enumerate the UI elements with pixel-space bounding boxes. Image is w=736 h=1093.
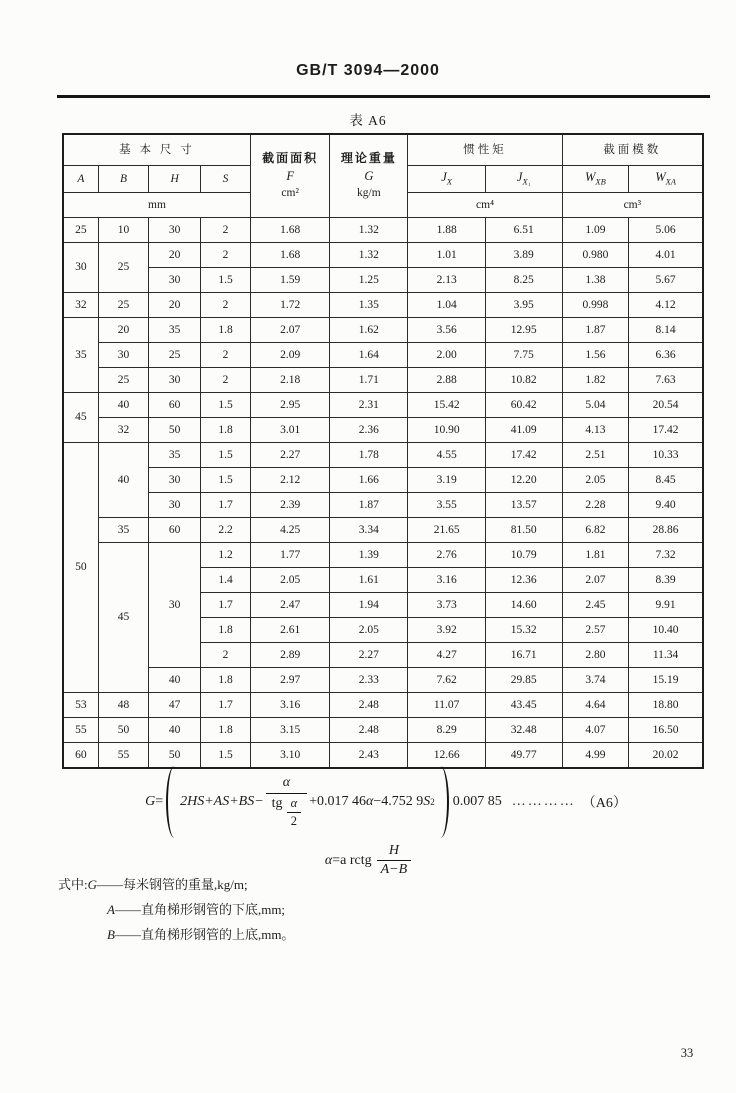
table-cell: 3.55 [408, 493, 485, 518]
table-cell: 8.25 [485, 268, 562, 293]
table-cell: 1.68 [250, 218, 329, 243]
table-cell: 10.79 [485, 543, 562, 568]
table-cell: 1.5 [201, 443, 251, 468]
table-cell: 2.05 [250, 568, 329, 593]
table-cell: 10.82 [485, 368, 562, 393]
table-cell: 4.13 [562, 418, 629, 443]
table-cell: 60 [149, 518, 201, 543]
table-cell: 7.63 [629, 368, 703, 393]
formula-term2a: +0.017 46 [309, 794, 367, 809]
table-cell: 1.82 [562, 368, 629, 393]
table-cell: 18.80 [629, 693, 703, 718]
table-cell: 25 [63, 218, 98, 243]
table-cell: 1.4 [201, 568, 251, 593]
header-basic-dimensions: 基 本 尺 寸 [63, 134, 250, 166]
legend-symbol: G [87, 877, 98, 892]
table-cell: 3.10 [250, 743, 329, 769]
table-cell: 55 [63, 718, 98, 743]
table-cell: 1.32 [330, 218, 408, 243]
table-cell: 1.01 [408, 243, 485, 268]
formula-expression [180, 775, 435, 829]
table-cell: 1.71 [330, 368, 408, 393]
table-row [63, 518, 703, 543]
table-cell: 2.97 [250, 668, 329, 693]
table-cell: 25 [98, 243, 149, 293]
table-cell: 15.19 [629, 668, 703, 693]
table-cell: 2.47 [250, 593, 329, 618]
table-cell: 43.45 [485, 693, 562, 718]
table-cell: 2.36 [330, 418, 408, 443]
table-cell: 3.56 [408, 318, 485, 343]
table-cell: 2.88 [408, 368, 485, 393]
table-cell: 5.04 [562, 393, 629, 418]
table-cell: 4.01 [629, 243, 703, 268]
table-cell: 2 [201, 243, 251, 268]
table-row [63, 418, 703, 443]
table-cell: 2.33 [330, 668, 408, 693]
table-cell: 3.34 [330, 518, 408, 543]
table-cell: 12.36 [485, 568, 562, 593]
table-cell: 1.72 [250, 293, 329, 318]
table-cell: 21.65 [408, 518, 485, 543]
table-cell: 1.81 [562, 543, 629, 568]
header-moment-of-inertia: 惯性矩 [408, 134, 562, 166]
table-cell: 2 [201, 293, 251, 318]
table-cell: 55 [98, 743, 149, 769]
formula-term2b: α [366, 794, 374, 809]
header-theoretical-weight [330, 134, 408, 218]
table-cell: 4.99 [562, 743, 629, 769]
table-cell: 1.88 [408, 218, 485, 243]
table-cell: 1.8 [201, 618, 251, 643]
alpha-equals: = [332, 852, 341, 868]
table-cell: 30 [149, 468, 201, 493]
legend-symbol: A [107, 902, 115, 917]
table-cell: 1.32 [330, 243, 408, 268]
table-cell: 12.95 [485, 318, 562, 343]
equals-sign: = [155, 794, 164, 809]
header-rule [57, 95, 710, 98]
table-cell: 3.74 [562, 668, 629, 693]
alpha-numerator: H [388, 843, 399, 858]
table-cell: 30 [63, 243, 98, 293]
formula-exponent: 2 [430, 797, 435, 807]
table-cell: 48 [98, 693, 149, 718]
table-cell: 25 [149, 343, 201, 368]
legend-prefix: 式中: [58, 877, 88, 892]
table-cell: 10.40 [629, 618, 703, 643]
weight-formula [0, 766, 736, 838]
table-cell: 3.16 [408, 568, 485, 593]
legend-line-A [58, 897, 294, 922]
right-bracket [439, 766, 449, 838]
table-cell: 35 [63, 318, 98, 393]
table-row [63, 393, 703, 418]
formula-term1: 2HS+AS+BS− [180, 794, 264, 809]
table-row [63, 743, 703, 769]
table-cell: 29.85 [485, 668, 562, 693]
table-row [63, 468, 703, 493]
table-cell: 2.39 [250, 493, 329, 518]
table-cell: 2.48 [330, 693, 408, 718]
fraction-numerator: α [282, 775, 291, 790]
table-cell: 11.34 [629, 643, 703, 668]
table-row [63, 218, 703, 243]
table-cell: 4.25 [250, 518, 329, 543]
alpha-denominator: A−B [377, 860, 412, 878]
table-cell: 2.95 [250, 393, 329, 418]
table-cell: 1.5 [201, 268, 251, 293]
table-cell: 1.5 [201, 468, 251, 493]
table-cell: 30 [149, 543, 201, 668]
table-cell: 16.50 [629, 718, 703, 743]
table-cell: 1.8 [201, 318, 251, 343]
legend-dash: —— [114, 902, 141, 917]
legend-line-B [58, 922, 294, 947]
col-Wxb: $W_{XB}$ [562, 166, 629, 193]
table-cell: 20.02 [629, 743, 703, 769]
table-row [63, 693, 703, 718]
table-cell: 8.14 [629, 318, 703, 343]
table-cell: 1.8 [201, 718, 251, 743]
table-cell: 2.43 [330, 743, 408, 769]
table-row [63, 293, 703, 318]
legend-line-G [58, 872, 294, 897]
table-cell: 1.87 [330, 493, 408, 518]
table-cell: 15.42 [408, 393, 485, 418]
table-cell: 1.2 [201, 543, 251, 568]
table-cell: 2.27 [330, 643, 408, 668]
table-cell: 1.59 [250, 268, 329, 293]
table-cell: 1.78 [330, 443, 408, 468]
table-cell: 30 [149, 268, 201, 293]
table-cell: 1.68 [250, 243, 329, 268]
table-row [63, 718, 703, 743]
table-cell: 2 [201, 643, 251, 668]
table-cell: 0.980 [562, 243, 629, 268]
table-cell: 25 [98, 368, 149, 393]
table-cell: 45 [63, 393, 98, 443]
doc-number: GB/T 3094—2000 [296, 62, 440, 79]
table-row [63, 343, 703, 368]
table-cell: 4.07 [562, 718, 629, 743]
table-cell: 3.95 [485, 293, 562, 318]
table-cell: 10.90 [408, 418, 485, 443]
area-unit: cm² [281, 186, 299, 199]
table-cell: 60 [149, 393, 201, 418]
table-cell: 8.45 [629, 468, 703, 493]
table-cell: 1.94 [330, 593, 408, 618]
table-cell: 30 [98, 343, 149, 368]
table-cell: 17.42 [629, 418, 703, 443]
table-cell: 2.07 [562, 568, 629, 593]
table-cell: 1.04 [408, 293, 485, 318]
tg-function: tg [271, 796, 283, 811]
weight-symbol: G [364, 168, 374, 183]
table-cell: 1.61 [330, 568, 408, 593]
table-cell: 3.19 [408, 468, 485, 493]
equation-number: （A6） [581, 796, 627, 811]
table-cell: 9.40 [629, 493, 703, 518]
table-cell: 2.31 [330, 393, 408, 418]
alpha-symbol: α [324, 852, 333, 868]
table-cell: 32 [63, 293, 98, 318]
table-cell: 5.67 [629, 268, 703, 293]
table-cell: 1.8 [201, 668, 251, 693]
nested-fraction [287, 796, 302, 829]
table-cell: 50 [149, 418, 201, 443]
table-cell: 47 [149, 693, 201, 718]
table-cell: 60 [63, 743, 98, 769]
nested-denominator: 2 [287, 812, 302, 829]
table-cell: 8.29 [408, 718, 485, 743]
alpha-fraction [377, 843, 412, 878]
table-cell: 40 [149, 718, 201, 743]
weight-unit: kg/m [357, 186, 381, 199]
table-cell: 4.64 [562, 693, 629, 718]
col-B: B [98, 166, 149, 193]
table-cell: 41.09 [485, 418, 562, 443]
table-cell: 12.66 [408, 743, 485, 769]
table-cell: 1.25 [330, 268, 408, 293]
table-cell: 2.61 [250, 618, 329, 643]
dimension-table [62, 133, 704, 769]
col-A: A [63, 166, 98, 193]
table-cell: 35 [149, 318, 201, 343]
formula-term2d: S [423, 794, 431, 809]
unit-cm4: cm⁴ [408, 193, 562, 218]
table-cell: 2.27 [250, 443, 329, 468]
table-cell: 9.91 [629, 593, 703, 618]
table-cell: 4.55 [408, 443, 485, 468]
table-cell: 2 [201, 368, 251, 393]
table-cell: 50 [149, 743, 201, 769]
table-cell: 40 [149, 668, 201, 693]
table-cell: 1.8 [201, 418, 251, 443]
formula-fraction [266, 775, 307, 829]
table-cell: 2.48 [330, 718, 408, 743]
table-cell: 2.51 [562, 443, 629, 468]
table-cell: 7.32 [629, 543, 703, 568]
table-cell: 2.00 [408, 343, 485, 368]
table-cell: 2.18 [250, 368, 329, 393]
page-number: 33 [680, 1046, 694, 1060]
legend-text: 直角梯形钢管的上底,mm。 [140, 927, 295, 942]
table-cell: 7.62 [408, 668, 485, 693]
legend-text: 每米钢管的重量,kg/m; [123, 877, 248, 892]
table-cell: 1.5 [201, 393, 251, 418]
area-symbol: F [286, 168, 294, 183]
table-row [63, 493, 703, 518]
area-label: 截面面积 [262, 151, 319, 166]
col-Jx1: $J_{X_1}$ [485, 166, 562, 193]
table-cell: 2 [201, 343, 251, 368]
table-cell: 2.80 [562, 643, 629, 668]
nested-numerator: α [290, 796, 298, 810]
table-cell: 30 [149, 368, 201, 393]
table-row [63, 443, 703, 468]
table-cell: 2.45 [562, 593, 629, 618]
table-cell: 1.66 [330, 468, 408, 493]
table-cell: 81.50 [485, 518, 562, 543]
table-cell: 2.2 [201, 518, 251, 543]
legend-dash: —— [114, 927, 141, 942]
table-cell: 2.89 [250, 643, 329, 668]
table-cell: 1.87 [562, 318, 629, 343]
table-cell: 3.16 [250, 693, 329, 718]
table-cell: 35 [98, 518, 149, 543]
table-cell: 40 [98, 393, 149, 418]
table-cell: 1.39 [330, 543, 408, 568]
col-Wxa: $W_{XA}$ [629, 166, 703, 193]
table-cell: 2.07 [250, 318, 329, 343]
table-row [63, 543, 703, 568]
table-cell: 3.01 [250, 418, 329, 443]
table-cell: 4.27 [408, 643, 485, 668]
table-cell: 3.89 [485, 243, 562, 268]
legend-dash: —— [97, 877, 124, 892]
table-cell: 20 [149, 243, 201, 268]
dot-leader: ………… [511, 794, 576, 809]
formula-lhs: G [145, 794, 156, 809]
table-cell: 30 [149, 493, 201, 518]
table-cell: 17.42 [485, 443, 562, 468]
table-cell: 6.51 [485, 218, 562, 243]
formula-term2c: −4.752 9 [373, 794, 424, 809]
left-bracket [166, 766, 176, 838]
col-S: S [201, 166, 251, 193]
table-cell: 30 [149, 218, 201, 243]
table-cell: 50 [98, 718, 149, 743]
formula-factor: 0.007 85 [452, 794, 502, 809]
table-cell: 1.38 [562, 268, 629, 293]
table-cell: 3.92 [408, 618, 485, 643]
table-cell: 15.32 [485, 618, 562, 643]
table-cell: 10 [98, 218, 149, 243]
table-cell: 2.28 [562, 493, 629, 518]
table-row [63, 368, 703, 393]
table-row [63, 243, 703, 268]
table-cell: 14.60 [485, 593, 562, 618]
header-section-area [250, 134, 329, 218]
table-cell: 2.13 [408, 268, 485, 293]
table-cell: 6.36 [629, 343, 703, 368]
table-cell: 1.62 [330, 318, 408, 343]
table-cell: 1.64 [330, 343, 408, 368]
table-cell: 3.15 [250, 718, 329, 743]
table-cell: 20 [98, 318, 149, 343]
table-cell: 50 [63, 443, 98, 693]
col-H: H [149, 166, 201, 193]
symbol-legend [58, 872, 294, 947]
table-row [63, 318, 703, 343]
table-row [63, 268, 703, 293]
arctg-function: a rctg [340, 852, 372, 868]
table-cell: 2.05 [562, 468, 629, 493]
table-body [63, 218, 703, 769]
table-cell: 2.09 [250, 343, 329, 368]
table-cell: 6.82 [562, 518, 629, 543]
table-cell: 49.77 [485, 743, 562, 769]
table-cell: 53 [63, 693, 98, 718]
table-cell: 0.998 [562, 293, 629, 318]
table-title: 表 A6 [349, 113, 387, 128]
table-cell: 10.33 [629, 443, 703, 468]
col-Jx: $J_X$ [408, 166, 485, 193]
unit-cm3: cm³ [562, 193, 703, 218]
table-cell: 28.86 [629, 518, 703, 543]
table-cell: 32.48 [485, 718, 562, 743]
table-cell: 40 [98, 443, 149, 518]
table-cell: 60.42 [485, 393, 562, 418]
table-cell: 20 [149, 293, 201, 318]
table-cell: 1.77 [250, 543, 329, 568]
table-header [63, 134, 703, 218]
legend-text: 直角梯形钢管的下底,mm; [140, 902, 286, 917]
table-cell: 1.35 [330, 293, 408, 318]
table-row [63, 668, 703, 693]
table-cell: 13.57 [485, 493, 562, 518]
table-cell: 1.56 [562, 343, 629, 368]
table-cell: 32 [98, 418, 149, 443]
unit-mm: mm [63, 193, 250, 218]
table-cell: 1.09 [562, 218, 629, 243]
table-cell: 3.73 [408, 593, 485, 618]
table-cell: 11.07 [408, 693, 485, 718]
table-cell: 20.54 [629, 393, 703, 418]
table-cell: 4.12 [629, 293, 703, 318]
table-cell: 1.7 [201, 693, 251, 718]
weight-label: 理论重量 [340, 151, 397, 166]
table-cell: 25 [98, 293, 149, 318]
table-cell: 2.12 [250, 468, 329, 493]
table-cell: 1.7 [201, 493, 251, 518]
table-cell: 5.06 [629, 218, 703, 243]
table-cell: 7.75 [485, 343, 562, 368]
table-cell: 16.71 [485, 643, 562, 668]
table-cell: 1.5 [201, 743, 251, 769]
table-cell: 2 [201, 218, 251, 243]
table-cell: 2.05 [330, 618, 408, 643]
table-cell: 12.20 [485, 468, 562, 493]
table-cell: 45 [98, 543, 149, 693]
header-section-modulus: 截面模数 [562, 134, 703, 166]
table-cell: 2.76 [408, 543, 485, 568]
table-cell: 35 [149, 443, 201, 468]
legend-symbol: B [107, 927, 115, 942]
table-cell: 8.39 [629, 568, 703, 593]
table-cell: 2.57 [562, 618, 629, 643]
table-cell: 1.7 [201, 593, 251, 618]
